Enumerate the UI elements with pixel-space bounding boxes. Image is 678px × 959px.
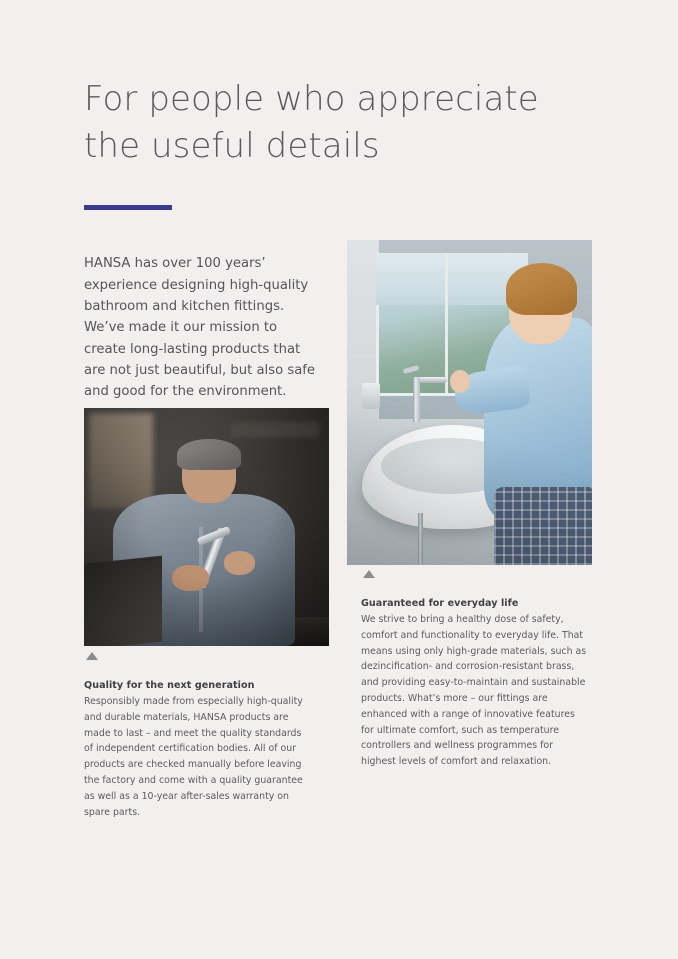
photo-left-vignette-overlay <box>84 408 329 646</box>
page-title <box>84 76 604 170</box>
intro-paragraph: HANSA has over 100 years’ experience designing high-quality bathroom and kitchen fittings. We’ve made it our mission to create long-lasting products that are not just beautiful, but also safe and good for the environment. <box>84 256 316 400</box>
caption-left-title: Quality for the next generation <box>84 680 255 691</box>
caption-marker-right-triangle-icon <box>363 570 375 578</box>
caption-quality-for-the-next-generation <box>84 680 312 820</box>
caption-guaranteed-for-everyday-life <box>361 598 589 770</box>
caption-left-body: Responsibly made from especially high-quality and durable materials, HANSA products are made to last – and meet the quality standards of independent certification bodies. All of our products are checked manually before leaving the factory and come with a quality guarantee as well as a 10-year after-sales warranty on spare parts. <box>84 696 303 818</box>
photo-child-brushing-teeth <box>347 240 592 565</box>
caption-marker-left-triangle-icon <box>86 652 98 660</box>
photo-right-shading-overlay <box>347 240 592 565</box>
caption-right-title: Guaranteed for everyday life <box>361 598 519 609</box>
photo-man-inspecting-fitting <box>84 408 329 646</box>
caption-right-body: We strive to bring a healthy dose of safety, comfort and functionality to everyday life. That means using only high-grade materials, such as dezincification- and corrosion-resistant brass, and providing easy-to-maintain and sustainable products. What’s more – our fittings are enhanced with a range of innovative features for ultimate comfort, such as temperature controllers and wellness programmes for highest levels of comfort and relaxation. <box>361 614 587 768</box>
page-title-line-2: the useful details <box>84 125 380 166</box>
page-title-line-1: For people who appreciate <box>84 79 539 119</box>
accent-rule-divider <box>84 205 172 210</box>
